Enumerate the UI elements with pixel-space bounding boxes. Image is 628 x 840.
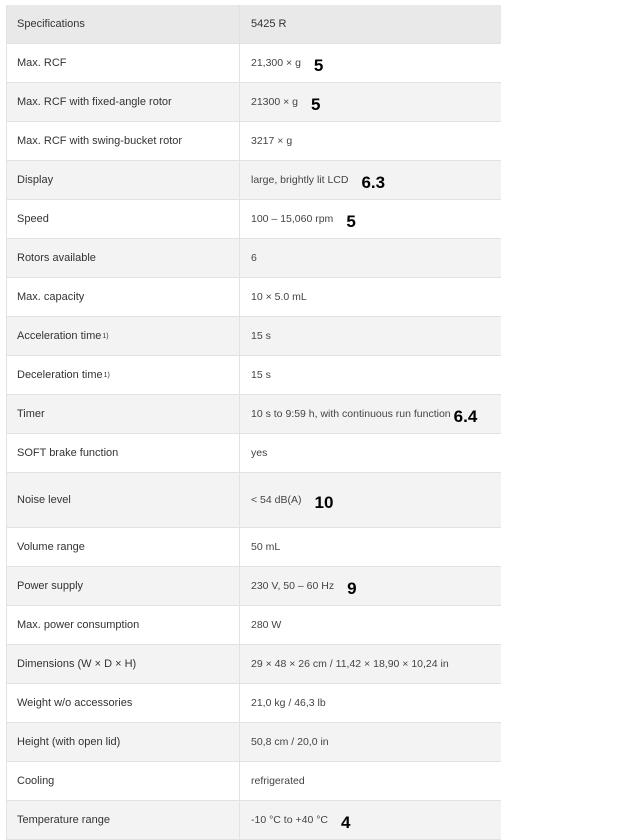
table-row bbox=[7, 356, 501, 395]
spec-label bbox=[7, 122, 240, 160]
spec-label-text: Acceleration time bbox=[17, 330, 102, 342]
spec-label bbox=[7, 645, 240, 683]
spec-value-text: 21,300 × g bbox=[251, 57, 301, 69]
spec-label bbox=[7, 161, 240, 199]
spec-value-text: 50 mL bbox=[251, 541, 281, 553]
table-row bbox=[7, 528, 501, 567]
spec-value-text: 100 – 15,060 rpm bbox=[251, 213, 334, 225]
table-row bbox=[7, 161, 501, 200]
table-row bbox=[7, 278, 501, 317]
spec-label bbox=[7, 44, 240, 82]
spec-label-text: Display bbox=[17, 174, 54, 186]
spec-label-text: Temperature range bbox=[17, 814, 110, 826]
spec-value bbox=[240, 122, 501, 160]
spec-value bbox=[240, 317, 501, 355]
spec-value-text: 21300 × g bbox=[251, 96, 299, 108]
score-annotation: 6.3 bbox=[361, 173, 386, 192]
spec-value bbox=[240, 684, 501, 722]
header-label: Specifications bbox=[7, 5, 240, 43]
spec-label-text: Weight w/o accessories bbox=[17, 697, 133, 709]
score-annotation: 4 bbox=[340, 813, 351, 832]
spec-value-text: 3217 × g bbox=[251, 135, 293, 147]
spec-value-text: 280 W bbox=[251, 619, 282, 631]
spec-value bbox=[240, 200, 501, 238]
spec-label bbox=[7, 317, 240, 355]
table-row bbox=[7, 83, 501, 122]
spec-value bbox=[240, 762, 501, 800]
spec-label bbox=[7, 801, 240, 839]
spec-label bbox=[7, 762, 240, 800]
table-row bbox=[7, 723, 501, 762]
spec-value-text: 6 bbox=[251, 252, 257, 264]
spec-value-text: -10 °C to +40 °C bbox=[251, 814, 328, 826]
spec-value bbox=[240, 645, 501, 683]
spec-value-text: 50,8 cm / 20,0 in bbox=[251, 736, 329, 748]
spec-label bbox=[7, 278, 240, 316]
spec-label-text: Dimensions (W × D × H) bbox=[17, 658, 137, 670]
spec-label-text: Deceleration time bbox=[17, 369, 103, 381]
score-annotation: 5 bbox=[346, 212, 356, 231]
spec-value bbox=[240, 528, 501, 566]
spec-value bbox=[240, 356, 501, 394]
spec-value-text: large, brightly lit LCD bbox=[251, 174, 349, 186]
spec-label bbox=[7, 473, 240, 527]
footnote-marker: 1) bbox=[102, 332, 109, 340]
score-annotation: 5 bbox=[311, 95, 321, 114]
table-row bbox=[7, 801, 501, 840]
spec-label-text: Height (with open lid) bbox=[17, 736, 121, 748]
footnote-marker: 1) bbox=[103, 371, 110, 379]
table-row bbox=[7, 317, 501, 356]
spec-table bbox=[6, 5, 501, 840]
spec-value bbox=[240, 723, 501, 761]
spec-label-text: Rotors available bbox=[17, 252, 96, 264]
spec-value-text: 15 s bbox=[251, 369, 271, 381]
spec-label-text: Max. power consumption bbox=[17, 619, 140, 631]
spec-label-text: Cooling bbox=[17, 775, 55, 787]
table-row bbox=[7, 239, 501, 278]
table-header-row bbox=[7, 5, 501, 44]
table-row bbox=[7, 395, 501, 434]
spec-value bbox=[240, 801, 501, 839]
spec-value bbox=[240, 239, 501, 277]
spec-label bbox=[7, 434, 240, 472]
spec-label bbox=[7, 567, 240, 605]
spec-value bbox=[240, 83, 501, 121]
spec-label-text: Noise level bbox=[17, 494, 71, 506]
spec-value-text: 10 s to 9:59 h, with continuous run function bbox=[251, 408, 451, 420]
spec-value bbox=[240, 161, 501, 199]
spec-value bbox=[240, 44, 501, 82]
spec-value bbox=[240, 567, 501, 605]
spec-label-text: SOFT brake function bbox=[17, 447, 119, 459]
spec-label bbox=[7, 395, 240, 433]
spec-label bbox=[7, 200, 240, 238]
score-annotation: 6.4 bbox=[453, 407, 478, 426]
spec-label-text: Max. RCF with swing-bucket rotor bbox=[17, 135, 183, 147]
table-row bbox=[7, 44, 501, 83]
spec-label-text: Max. RCF bbox=[17, 57, 67, 69]
spec-value bbox=[240, 395, 501, 433]
spec-value-text: 21,0 kg / 46,3 lb bbox=[251, 697, 326, 709]
table-row bbox=[7, 200, 501, 239]
table-row bbox=[7, 645, 501, 684]
spec-value-text: 29 × 48 × 26 cm / 11,42 × 18,90 × 10,24 in bbox=[251, 658, 449, 670]
spec-label bbox=[7, 684, 240, 722]
spec-value bbox=[240, 473, 501, 527]
score-annotation: 5 bbox=[313, 56, 324, 75]
spec-value-text: < 54 dB(A) bbox=[251, 494, 302, 506]
spec-value-text: 10 × 5.0 mL bbox=[251, 291, 307, 303]
spec-label bbox=[7, 723, 240, 761]
spec-label bbox=[7, 356, 240, 394]
table-row bbox=[7, 473, 501, 528]
table-row bbox=[7, 122, 501, 161]
spec-label-text: Max. RCF with fixed-angle rotor bbox=[17, 96, 172, 108]
table-row bbox=[7, 684, 501, 723]
spec-value-text: refrigerated bbox=[251, 775, 305, 787]
table-row bbox=[7, 762, 501, 801]
spec-label-text: Power supply bbox=[17, 580, 84, 592]
spec-label bbox=[7, 606, 240, 644]
score-annotation: 9 bbox=[347, 579, 357, 598]
spec-value-text: yes bbox=[251, 447, 268, 459]
spec-value bbox=[240, 606, 501, 644]
spec-label bbox=[7, 83, 240, 121]
spec-label bbox=[7, 528, 240, 566]
table-row bbox=[7, 606, 501, 645]
spec-value-text: 230 V, 50 – 60 Hz bbox=[251, 580, 335, 592]
score-annotation: 10 bbox=[314, 493, 334, 512]
spec-value bbox=[240, 278, 501, 316]
spec-value-text: 15 s bbox=[251, 330, 271, 342]
spec-label-text: Speed bbox=[17, 213, 49, 225]
spec-label bbox=[7, 239, 240, 277]
spec-label-text: Volume range bbox=[17, 541, 85, 553]
spec-label-text: Timer bbox=[17, 408, 45, 420]
table-row bbox=[7, 567, 501, 606]
table-row bbox=[7, 434, 501, 473]
spec-label-text: Max. capacity bbox=[17, 291, 85, 303]
header-model: 5425 R bbox=[251, 18, 287, 30]
spec-value bbox=[240, 434, 501, 472]
